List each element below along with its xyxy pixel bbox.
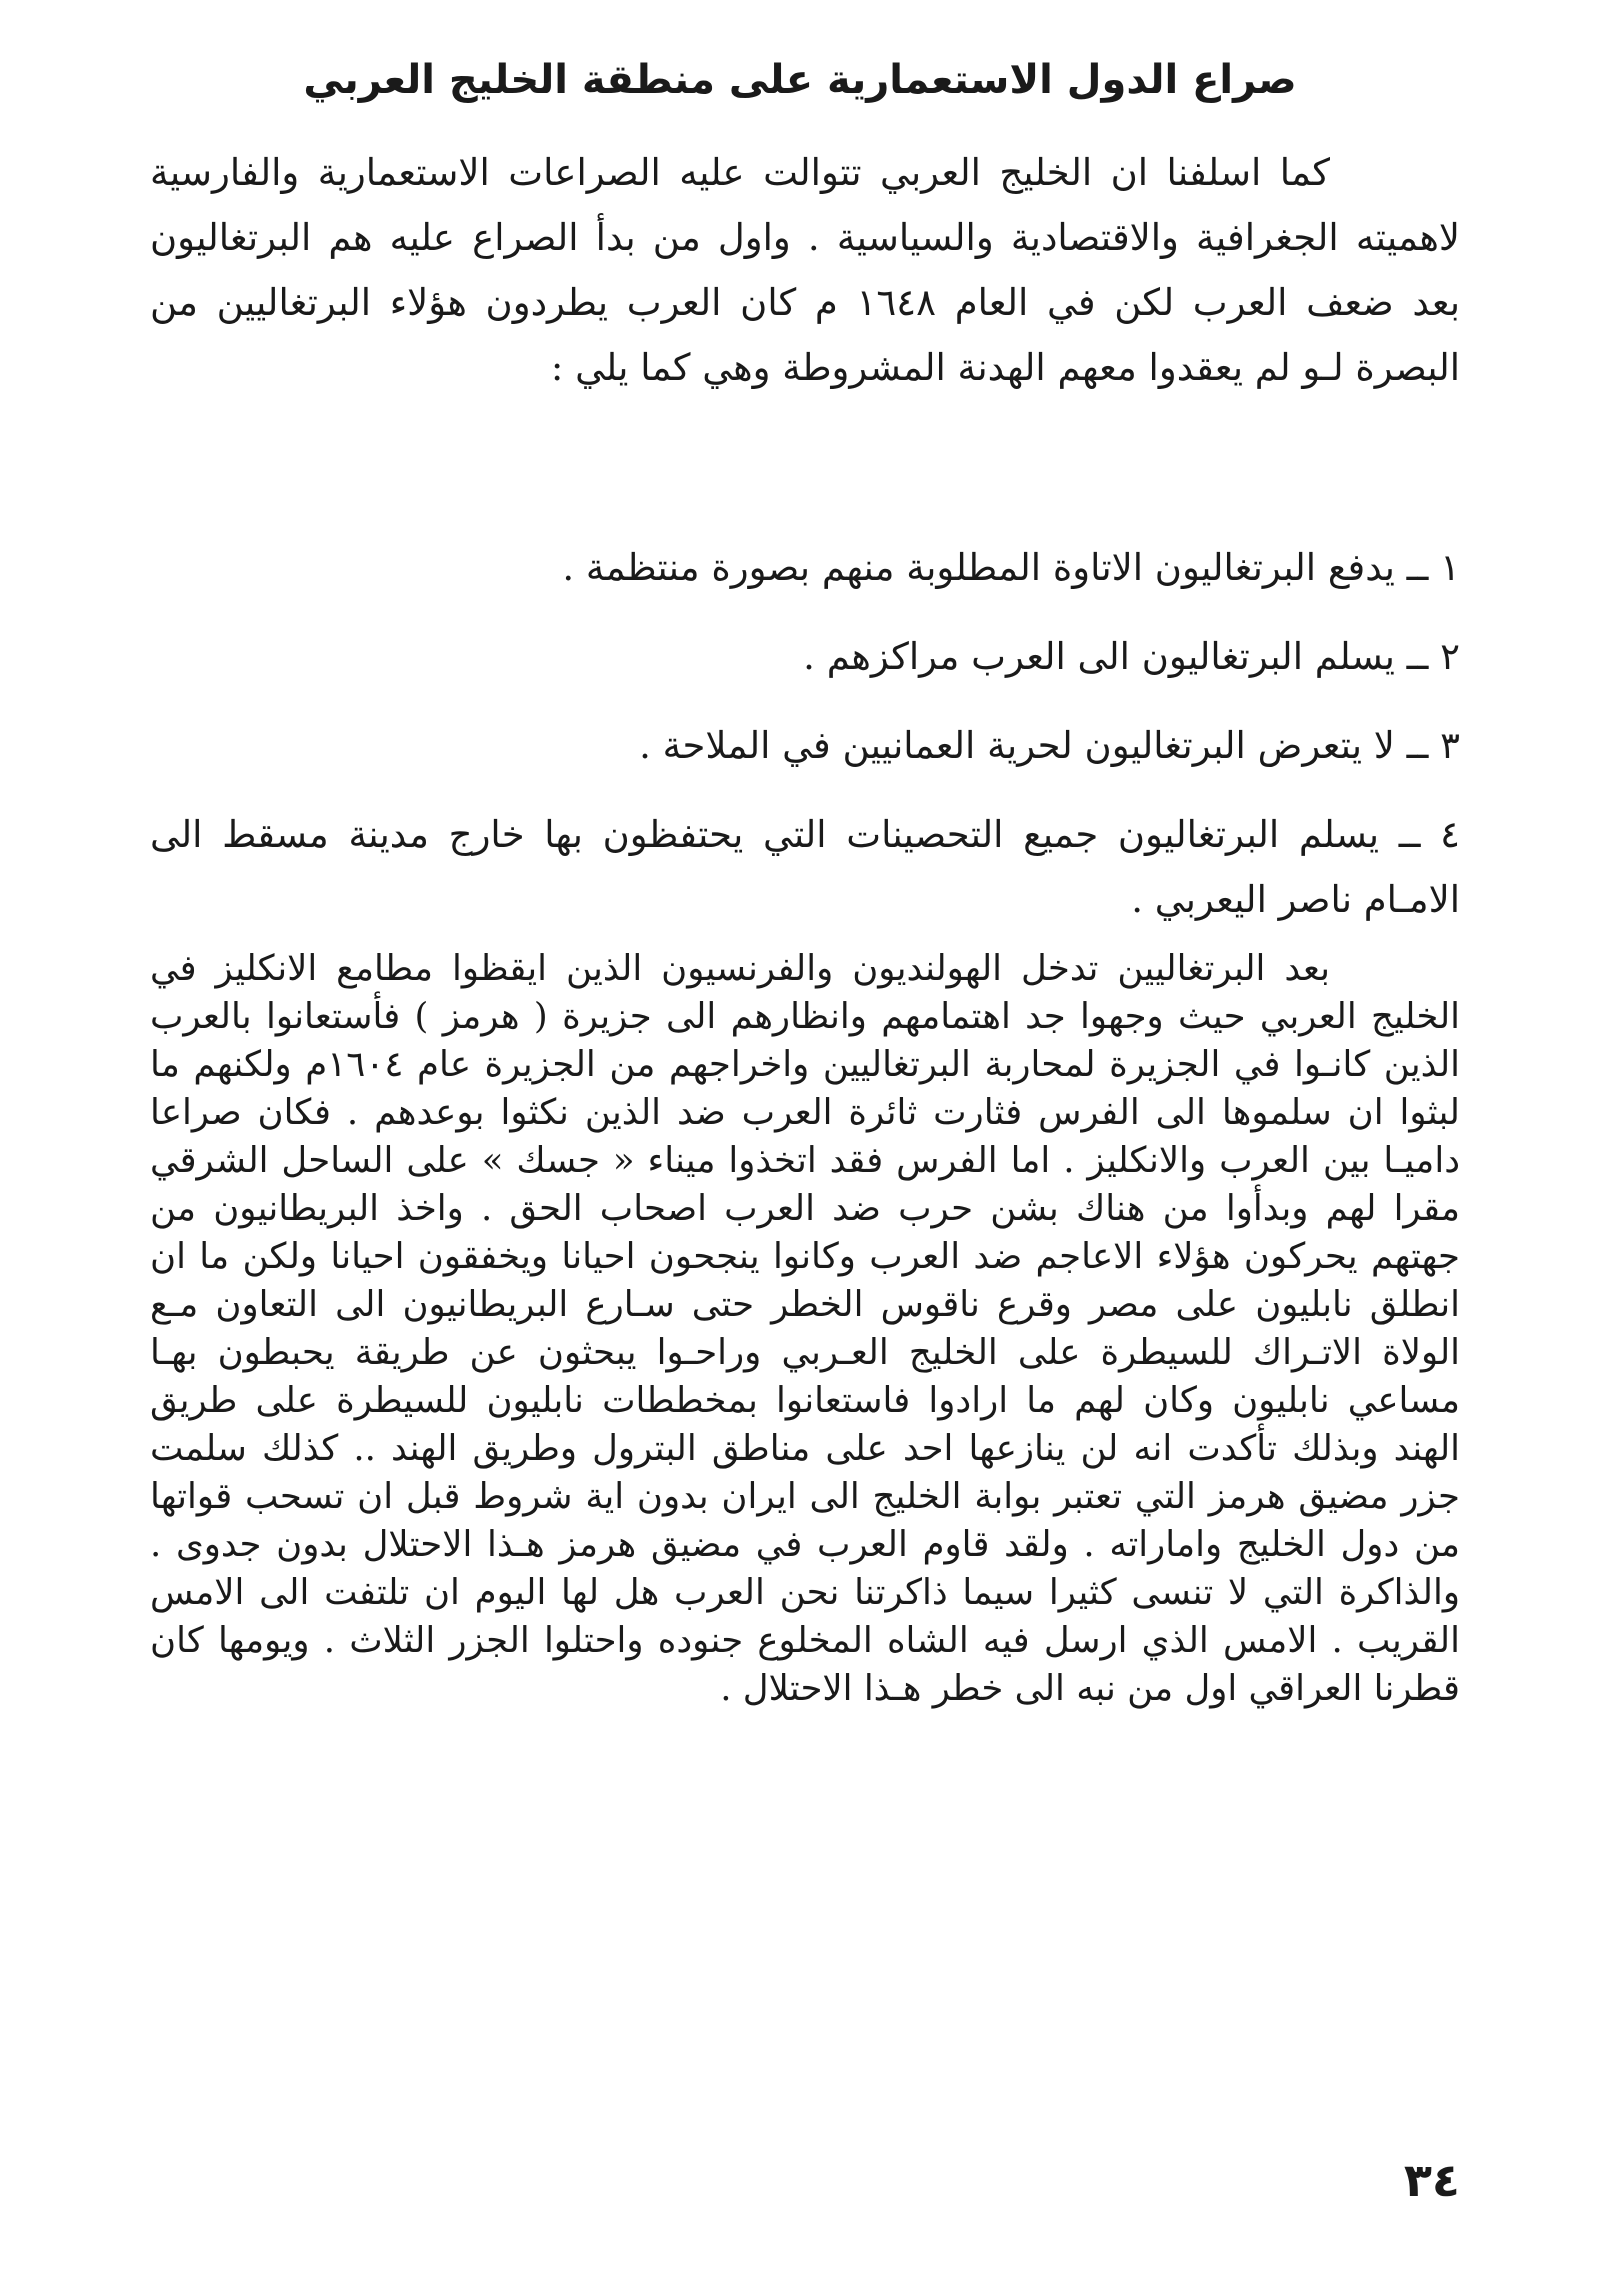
condition-item: ١ ــ يدفع البرتغاليون الاتاوة المطلوبة منهم بصورة منتظمة . bbox=[562, 546, 1460, 589]
condition-item: ٢ ــ يسلم البرتغاليون الى العرب مراكزهم . bbox=[803, 635, 1460, 678]
conditions-list bbox=[150, 535, 1460, 956]
intro-paragraph: كما اسلفنا ان الخليج العربي تتوالت عليه الصراعات الاستعمارية والفارسية لاهميته الجغرافية والاقتصادية والسياسية . واول من بدأ الصراع عليه هم البرتغاليون بعد ضعف العرب لكن في العام ١٦٤٨ م كان العرب يطردون هؤلاء البرتغاليين من البصرة لـو لم يعقدوا معهم الهدنة المشروطة وهي كما يلي : bbox=[150, 151, 1460, 389]
condition-item: ٤ ــ يسلم البرتغاليون جميع التحصينات التي يحتفظون بها خارج مدينة مسقط الى الامـام ناصر اليعربي . bbox=[150, 813, 1460, 921]
page-title: صراع الدول الاستعمارية على منطقة الخليج العربي bbox=[303, 57, 1297, 103]
body-paragraph: بعد البرتغاليين تدخل الهولنديون والفرنسيون الذين ايقظوا مطامع الانكليز في الخليج العربي حيث وجهوا جد اهتمامهم وانظارهم الى جزيرة ( هرمز ) فأستعانوا بالعرب الذين كانـوا في الجزيرة لمحاربة البرتغاليين واخراجهم من الجزيرة عام ١٦٠٤م ولكنهم ما لبثوا ان سلموها الى الفرس فثارت ثائرة العرب ضد الذين نكثوا بوعدهم . فكان صراعا داميـا بين العرب والانكليز . اما الفرس فقد اتخذوا ميناء « جسك » على الساحل الشرقي مقرا لهم وبدأوا من هناك بشن حرب ضد العرب اصحاب الحق . واخذ البريطانيون من جهتهم يحركون هؤلاء الاعاجم ضد العرب وكانوا ينجحون احيانا ويخفقون احيانا ولكن ما ان انطلق نابليون على مصر وقرع ناقوس الخطر حتى سـارع البريطانيون الى التعاون مـع الولاة الاتـراك للسيطرة على الخليج العـربي وراحـوا يبحثون عن طريقة يحبطون بهـا مساعي نابليون وكان لهم ما ارادوا فاستعانوا بمخططات نابليون للسيطرة على طريق الهند وبذلك تأكدت انه لن ينازعها احد على مناطق البترول وطريق الهند .. كذلك سلمت جزر مضيق هرمز التي تعتبر بوابة الخليج الى ايران بدون اية شروط قبل ان تسحب قواتها من دول الخليج واماراته . ولقد قاوم العرب في مضيق هرمز هـذا الاحتلال بدون جدوى . والذاكرة التي لا تنسى كثيرا سيما ذاكرتنا نحن العرب هل لها اليوم ان تلتفت الى الامس القريب . الامس الذي ارسل فيه الشاه المخلوع جنوده واحتلوا الجزر الثلاث . ويومها كان قطرنا العراقي اول من نبه الى خطر هـذا الاحتلال . bbox=[150, 948, 1460, 1709]
condition-item: ٣ ــ لا يتعرض البرتغاليون لحرية العمانيين في الملاحة . bbox=[639, 724, 1460, 767]
page-number: ٣٤ bbox=[1403, 2153, 1460, 2207]
